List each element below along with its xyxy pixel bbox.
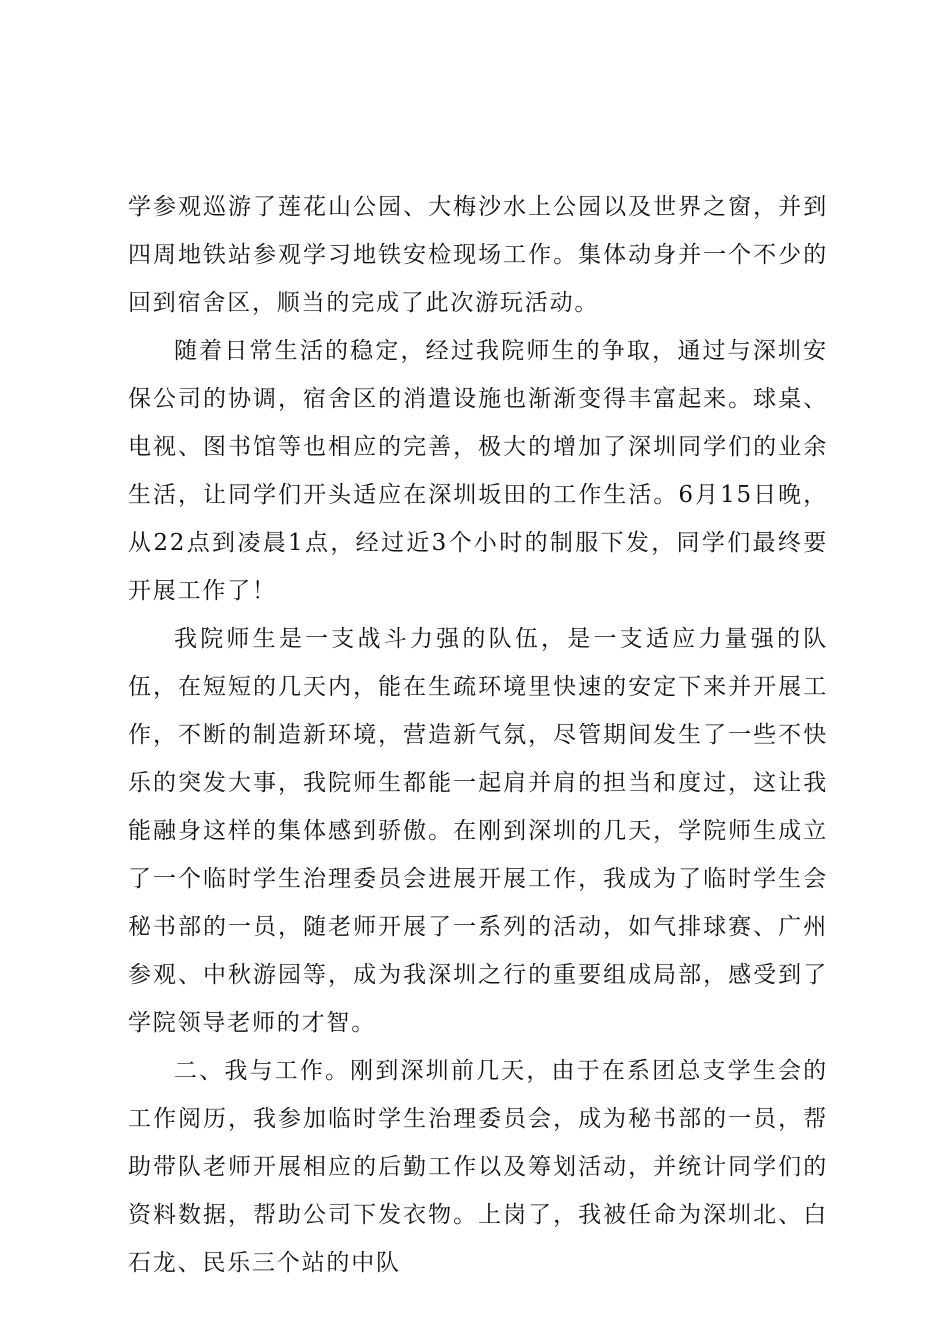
- document-body: [128, 183, 828, 1287]
- paragraph-team-spirit: 我院师生是一支战斗力强的队伍，是一支适应力量强的队伍，在短短的几天内，能在生疏环境里快速的安定下来并开展工作，不断的制造新环境，营造新气氛，尽管期间发生了一些不快乐的突发大事，我院师生都能一起肩并肩的担当和度过，这让我能融身这样的集体感到骄傲。在刚到深圳的几天，学院师生成立了一个临时学生治理委员会进展开展工作，我成为了临时学生会秘书部的一员，随老师开展了一系列的活动，如气排球赛、广州参观、中秋游园等，成为我深圳之行的重要组成局部，感受到了学院领导老师的才智。: [128, 626, 828, 1036]
- paragraph-continuation: 学参观巡游了莲花山公园、大梅沙水上公园以及世界之窗，并到四周地铁站参观学习地铁安检现场工作。集体动身并一个不少的回到宿舍区，顺当的完成了此次游玩活动。: [128, 194, 828, 316]
- paragraph-leisure-facilities: 随着日常生活的稳定，经过我院师生的争取，通过与深圳安保公司的协调，宿舍区的消遣设施也渐渐变得丰富起来。球桌、电视、图书馆等也相应的完善，极大的增加了深圳同学们的业余生活，让同学们开头适应在深圳坂田的工作生活。6月15日晚，从22点到凌晨1点，经过近3个小时的制服下发，同学们最终要开展工作了！: [128, 338, 828, 604]
- paragraph-me-and-work: 二、我与工作。刚到深圳前几天，由于在系团总支学生会的工作阅历，我参加临时学生治理委员会，成为秘书部的一员，帮助带队老师开展相应的后勤工作以及筹划活动，并统计同学们的资料数据，帮助公司下发衣物。上岗了，我被任命为深圳北、白石龙、民乐三个站的中队: [128, 1058, 828, 1276]
